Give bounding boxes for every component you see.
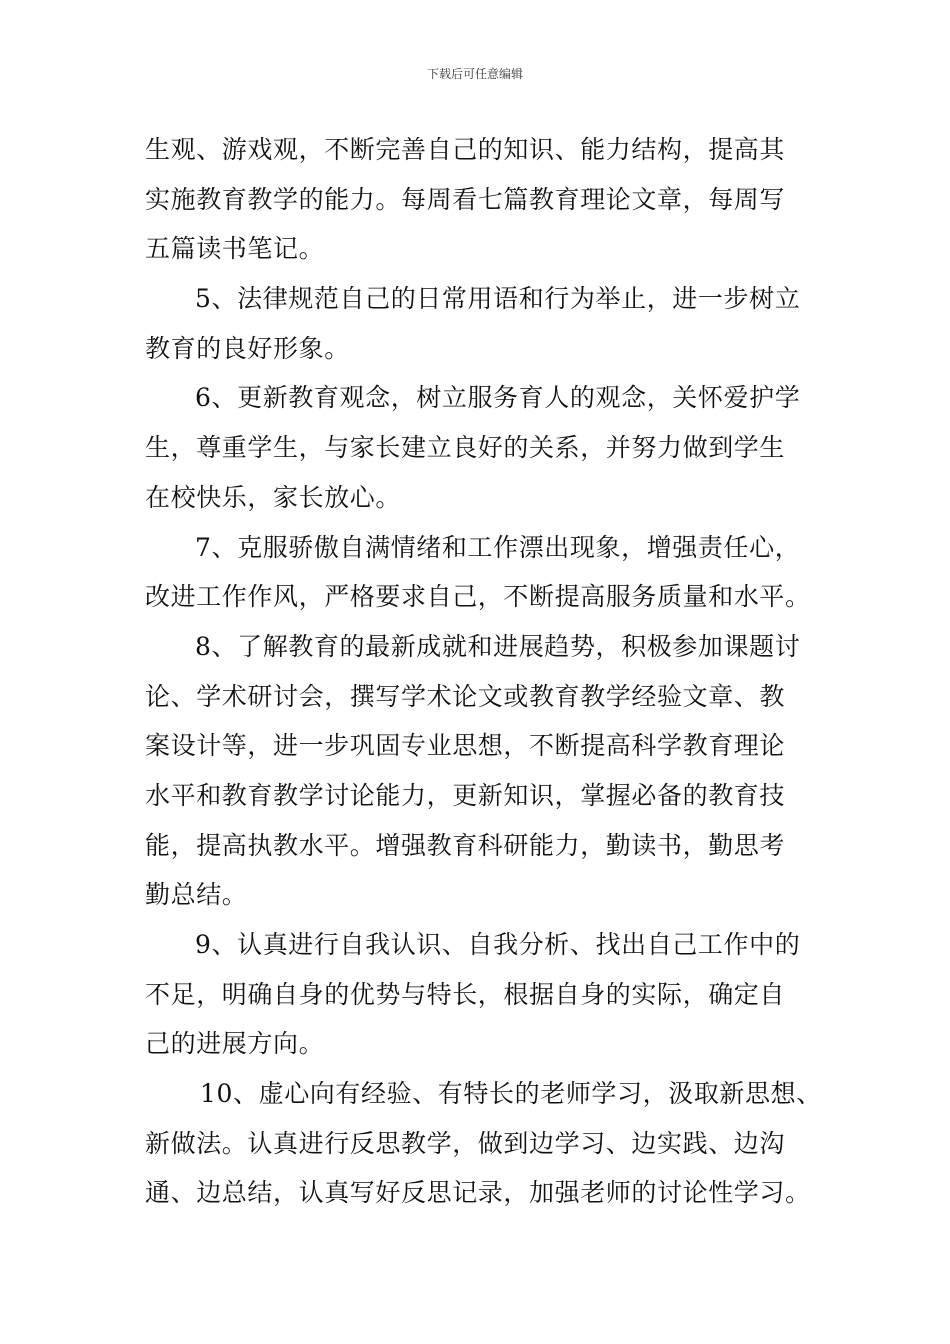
text-line-12: 论、学术研讨会，撰写学术论文或教育教学经验文章、教 xyxy=(145,681,786,711)
text-line-22: 通、边总结，认真写好反思记录，加强老师的讨论性学习。 xyxy=(145,1178,811,1208)
text-line-9: 7、克服骄傲自满情绪和工作漂出现象，增强责任心， xyxy=(195,532,801,562)
text-line-7: 生，尊重学生，与家长建立良好的关系，并努力做到学生 xyxy=(145,433,786,463)
page-header: 下载后可任意编辑 xyxy=(426,67,523,81)
text-line-1: 生观、游戏观，不断完善自己的知识、能力结构，提高其 xyxy=(145,135,786,164)
text-line-3: 五篇读书笔记。 xyxy=(145,234,325,264)
text-line-18: 不足，明确自身的优势与特长，根据自身的实际，确定自 xyxy=(145,979,786,1009)
text-line-14: 水平和教育教学讨论能力，更新知识，掌握必备的教育技 xyxy=(145,780,786,810)
text-line-2: 实施教育教学的能力。每周看七篇教育理论文章，每周写 xyxy=(145,184,786,214)
text-line-13: 案设计等，进一步巩固专业思想，不断提高科学教育理论 xyxy=(145,731,786,761)
text-line-19: 己的进展方向。 xyxy=(145,1029,325,1059)
text-line-20: 10、虚心向有经验、有特长的老师学习，汲取新思想、 xyxy=(200,1079,822,1109)
text-line-11: 8、了解教育的最新成就和进展趋势，积极参加课题讨 xyxy=(195,631,801,661)
text-line-6: 6、更新教育观念，树立服务育人的观念，关怀爱护学 xyxy=(195,383,801,413)
text-line-21: 新做法。认真进行反思教学，做到边学习、边实践、边沟 xyxy=(145,1128,786,1158)
text-line-16: 勤总结。 xyxy=(145,880,248,910)
text-line-5: 教育的良好形象。 xyxy=(145,333,350,363)
text-line-17: 9、认真进行自我认识、自我分析、找出自己工作中的 xyxy=(195,930,801,959)
text-line-10: 改进工作作风，严格要求自己，不断提高服务质量和水平。 xyxy=(145,582,811,612)
text-line-15: 能，提高执教水平。增强教育科研能力，勤读书，勤思考 xyxy=(145,830,786,860)
document-body xyxy=(145,125,822,1218)
text-line-4: 5、法律规范自己的日常用语和行为举止，进一步树立 xyxy=(195,284,801,314)
text-line-8: 在校快乐，家长放心。 xyxy=(145,482,402,512)
